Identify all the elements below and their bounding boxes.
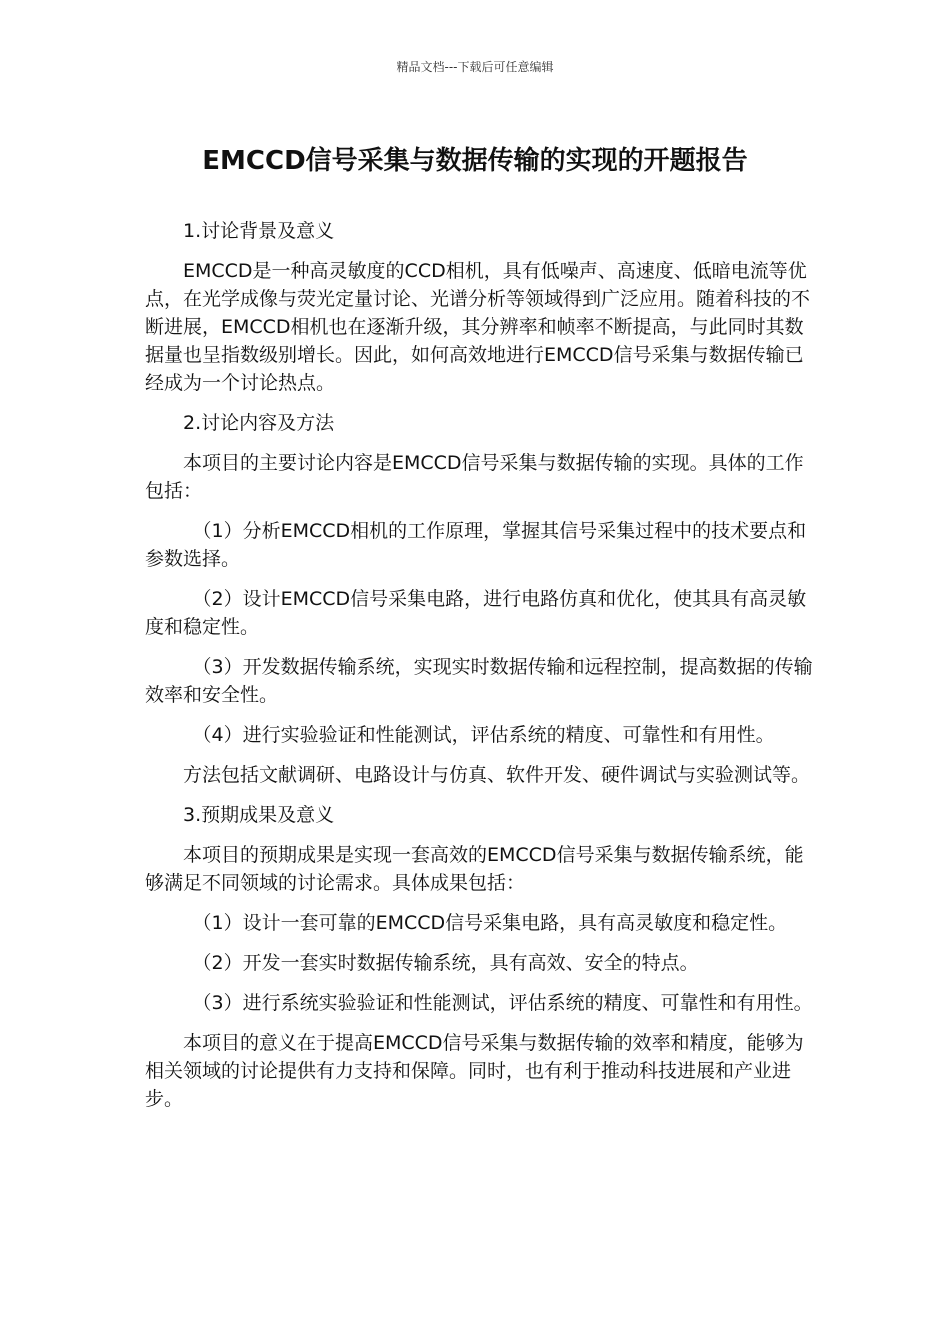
section-2-item-3: （3）开发数据传输系统，实现实时数据传输和远程控制，提高数据的传输效率和安全性。: [145, 656, 813, 706]
section-2-heading: 2.讨论内容及方法: [183, 412, 335, 434]
section-2-methods: 方法包括文献调研、电路设计与仿真、软件开发、硬件调试与实验测试等。: [183, 764, 811, 786]
section-2-item-1: （1）分析EMCCD相机的工作原理，掌握其信号采集过程中的技术要点和参数选择。: [145, 520, 807, 570]
document-title: EMCCD信号采集与数据传输的实现的开题报告: [202, 146, 748, 176]
section-1-heading: 1.讨论背景及意义: [183, 220, 335, 242]
header-note: 精品文档---下载后可任意编辑: [396, 60, 554, 74]
section-3-item-1: （1）设计一套可靠的EMCCD信号采集电路，具有高灵敏度和稳定性。: [192, 912, 788, 934]
section-2-item-2: （2）设计EMCCD信号采集电路，进行电路仿真和优化，使其具有高灵敏度和稳定性。: [145, 588, 807, 638]
section-3-significance: 本项目的意义在于提高EMCCD信号采集与数据传输的效率和精度，能够为相关领域的讨论提供有力支持和保障。同时，也有利于推动科技进展和产业进步。: [145, 1032, 804, 1110]
section-3-intro: 本项目的预期成果是实现一套高效的EMCCD信号采集与数据传输系统，能够满足不同领域的讨论需求。具体成果包括：: [145, 844, 804, 894]
document-body: [145, 217, 815, 1125]
section-3-item-3: （3）进行系统实验验证和性能测试，评估系统的精度、可靠性和有用性。: [192, 992, 813, 1014]
section-3-heading: 3.预期成果及意义: [183, 804, 335, 826]
section-1-paragraph: EMCCD是一种高灵敏度的CCD相机，具有低噪声、高速度、低暗电流等优点，在光学成像与荧光定量讨论、光谱分析等领域得到广泛应用。随着科技的不断进展，EMCCD相机也在逐渐升级，其分辨率和帧率不断提高，与此同时其数据量也呈指数级别增长。因此，如何高效地进行EMCCD信号采集与数据传输已经成为一个讨论热点。: [145, 260, 811, 394]
section-2-item-4: （4）进行实验验证和性能测试，评估系统的精度、可靠性和有用性。: [192, 724, 775, 746]
section-3-item-2: （2）开发一套实时数据传输系统，具有高效、安全的特点。: [192, 952, 699, 974]
section-2-intro: 本项目的主要讨论内容是EMCCD信号采集与数据传输的实现。具体的工作包括：: [145, 452, 804, 502]
